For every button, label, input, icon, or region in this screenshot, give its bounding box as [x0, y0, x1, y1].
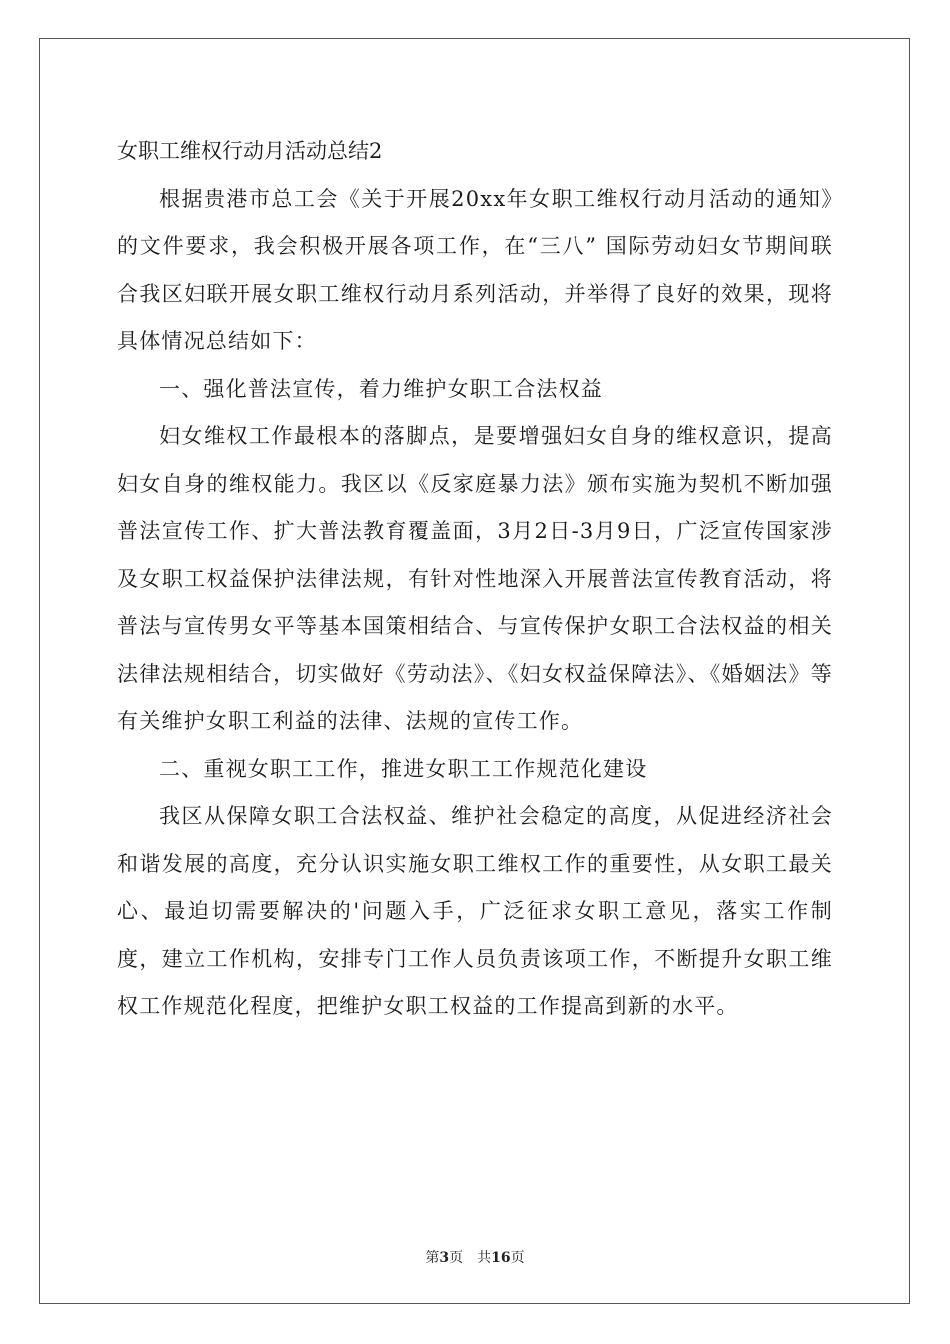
- section-heading-1: 一、强化普法宣传，着力维护女职工合法权益: [159, 376, 603, 401]
- section-2-paragraph: 我区从保障女职工合法权益、维护社会稳定的高度，从促进经济社会和谐发展的高度，充分认识实施女职工维权工作的重要性，从女职工最关心、最迫切需要解决的'问题入手，广泛征求女职工意见，落实工作制度，建立工作机构，安排专门工作人员负责该项工作，不断提升女职工维权工作规范化程度，把维护女职工权益的工作提高到新的水平。: [117, 804, 833, 1018]
- section-1-paragraph: 妇女维权工作最根本的落脚点，是要增强妇女自身的维权意识，提高妇女自身的维权能力。我区以《反家庭暴力法》颁布实施为契机不断加强普法宣传工作、扩大普法教育覆盖面，3月2日-3月9日，广泛宣传国家涉及女职工权益保护法律法规，有针对性地深入开展普法宣传教育活动，将普法与宣传男女平等基本国策相结合、与宣传保护女职工合法权益的相关法律法规相结合，切实做好《劳动法》、《妇女权益保障法》、《婚姻法》等有关维护女职工利益的法律、法规的宣传工作。: [117, 424, 833, 733]
- footer-total-suffix: 页: [510, 1250, 525, 1266]
- section-heading-2: 二、重视女职工工作，推进女职工工作规范化建设: [159, 756, 648, 781]
- document-title: 女职工维权行动月活动总结2: [117, 139, 383, 163]
- footer-page-word: 页: [449, 1250, 464, 1266]
- total-pages-number: 16: [491, 1250, 511, 1266]
- page-footer: [0, 1248, 950, 1268]
- document-body: [117, 128, 833, 1031]
- current-page-number: 3: [439, 1250, 450, 1266]
- intro-paragraph: 根据贵港市总工会《关于开展20xx年女职工维权行动月活动的通知》的文件要求，我会积极开展各项工作，在“三八” 国际劳动妇女节期间联合我区妇联开展女职工维权行动月系列活动，并举得了良好的效果，现将具体情况总结如下：: [117, 186, 833, 353]
- footer-total-prefix: 共: [477, 1250, 492, 1266]
- footer-prefix: 第: [425, 1250, 440, 1266]
